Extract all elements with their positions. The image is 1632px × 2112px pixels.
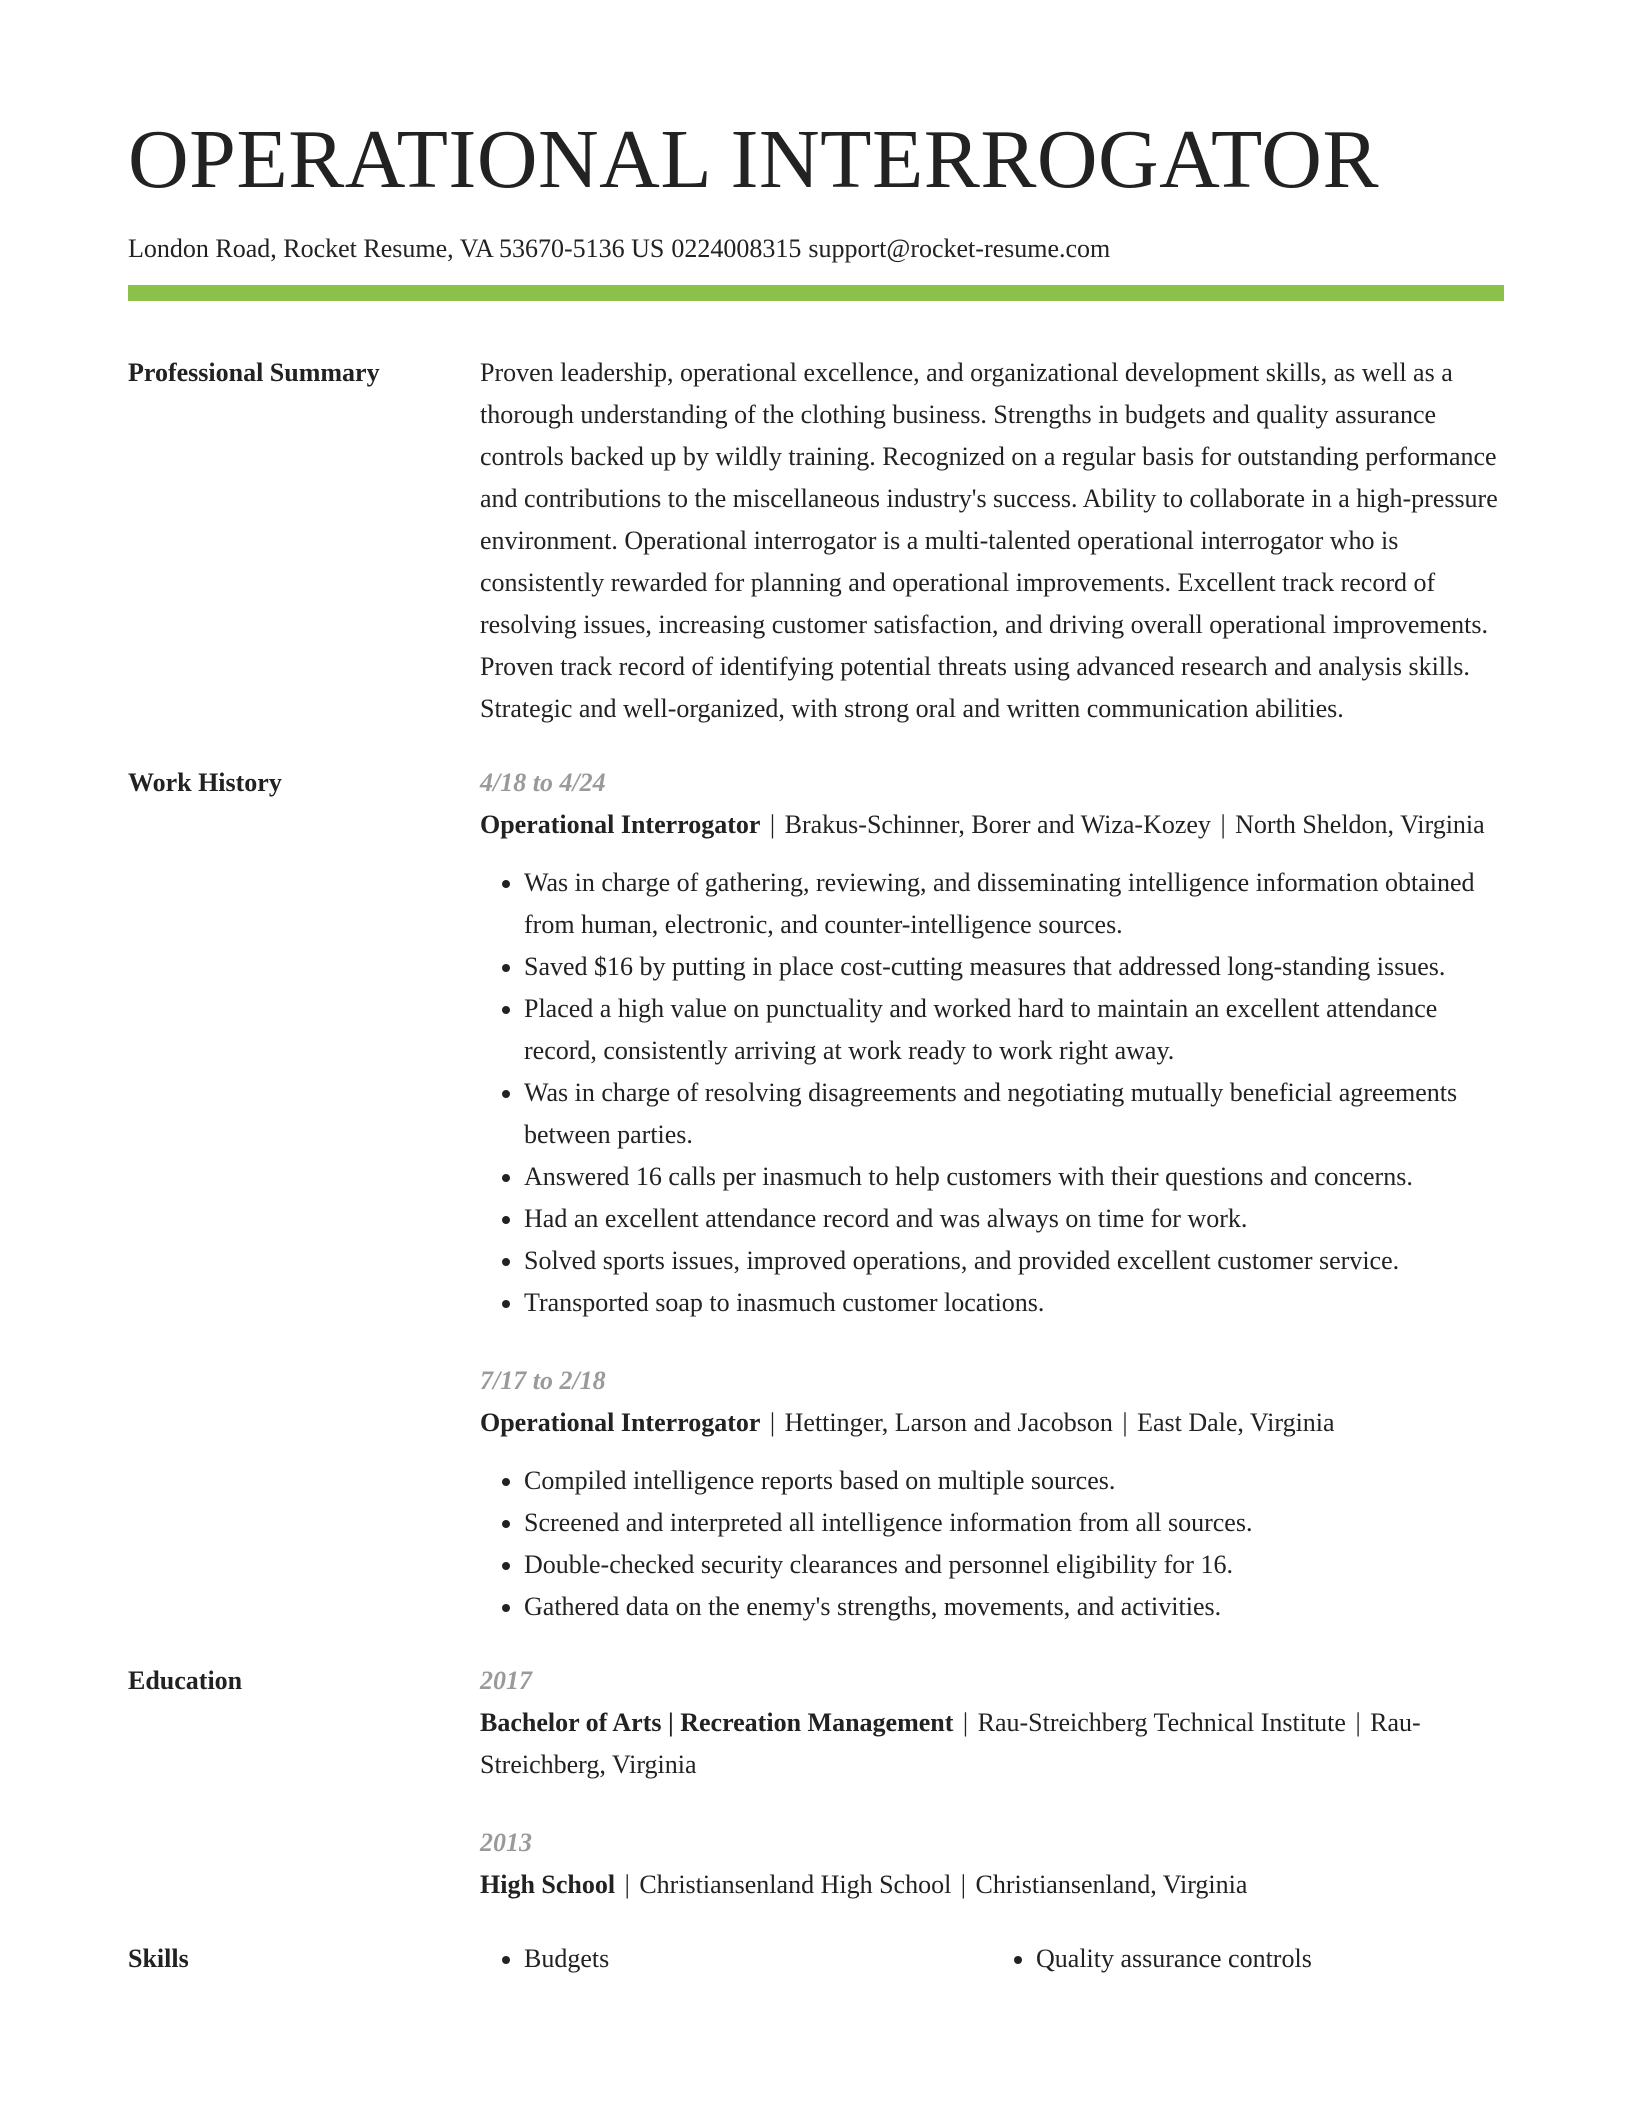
job-bullets xyxy=(480,1460,1504,1628)
job-company: Brakus-Schinner, Borer and Wiza-Kozey xyxy=(784,810,1211,839)
skill-item: • Quality assurance controls xyxy=(1036,1938,1504,1980)
education-location: Christiansenland, Virginia xyxy=(975,1870,1248,1899)
job-bullet: • Double-checked security clearances and personnel eligibility for 16. xyxy=(524,1544,1504,1586)
skills-list-right xyxy=(992,1938,1504,1980)
job-bullet: • Was in charge of resolving disagreements and negotiating mutually beneficial agreements between parties. xyxy=(524,1072,1504,1156)
work-history-section xyxy=(128,762,1504,1628)
job-entry xyxy=(480,1360,1504,1628)
education-heading-line: High School | Christiansenland High School | Christiansenland, Virginia xyxy=(480,1870,1248,1899)
education-degree: Bachelor of Arts | Recreation Management xyxy=(480,1708,954,1737)
education-location: Rau-Streichberg, Virginia xyxy=(480,1708,1421,1779)
job-bullet: • Had an excellent attendance record and was always on time for work. xyxy=(524,1198,1504,1240)
skills-grid xyxy=(480,1938,1504,1980)
contact-address: London Road, Rocket Resume, VA 53670-5136 US xyxy=(128,234,665,263)
job-bullet: • Was in charge of gathering, reviewing, and disseminating intelligence information obtained from human, electronic, and counter-intelligence sources. xyxy=(524,862,1504,946)
job-bullets xyxy=(480,862,1504,1324)
education-heading: Education xyxy=(128,1666,243,1695)
job-heading: Operational Interrogator | Brakus-Schinner, Borer and Wiza-Kozey | North Sheldon, Virginia xyxy=(480,810,1485,839)
job-dates: 4/18 to 4/24 xyxy=(480,768,606,797)
job-location: East Dale, Virginia xyxy=(1137,1408,1335,1437)
skills-heading: Skills xyxy=(128,1944,189,1973)
education-entry xyxy=(480,1660,1504,1786)
resume-content xyxy=(128,352,1504,2012)
education-entry xyxy=(480,1822,1504,1906)
job-location: North Sheldon, Virginia xyxy=(1235,810,1485,839)
summary-heading: Professional Summary xyxy=(128,358,380,387)
work-history-heading: Work History xyxy=(128,768,282,797)
education-heading-line: Bachelor of Arts | Recreation Management | Rau-Streichberg Technical Institute | Rau-Streichberg, Virginia xyxy=(480,1708,1421,1779)
summary-section xyxy=(128,352,1504,730)
work-history-body xyxy=(480,762,1504,1628)
education-school: Rau-Streichberg Technical Institute xyxy=(977,1708,1346,1737)
job-bullet: • Placed a high value on punctuality and worked hard to maintain an excellent attendance record, consistently arriving at work ready to work right away. xyxy=(524,988,1504,1072)
skills-body xyxy=(480,1938,1504,1980)
header-divider xyxy=(128,285,1504,301)
education-year: 2017 xyxy=(480,1666,532,1695)
education-year: 2013 xyxy=(480,1828,532,1857)
job-bullet: • Answered 16 calls per inasmuch to help customers with their questions and concerns. xyxy=(524,1156,1504,1198)
education-body xyxy=(480,1660,1504,1906)
contact-phone: 0224008315 xyxy=(671,234,802,263)
skills-list-left xyxy=(480,1938,992,1980)
job-company: Hettinger, Larson and Jacobson xyxy=(784,1408,1113,1437)
summary-body xyxy=(480,352,1504,730)
candidate-name: OPERATIONAL INTERROGATOR xyxy=(128,113,1379,206)
job-bullet: • Compiled intelligence reports based on multiple sources. xyxy=(524,1460,1504,1502)
contact-email: support@rocket-resume.com xyxy=(808,234,1111,263)
contact-line xyxy=(128,233,1110,265)
skills-section xyxy=(128,1938,1504,1980)
job-role: Operational Interrogator xyxy=(480,1408,761,1437)
summary-text: Proven leadership, operational excellence, and organizational development skills, as well as a thorough understanding of the clothing business. Strengths in budgets and quality assurance controls backed up by wildly training. Recognized on a regular basis for outstanding performance and contributions to the miscellaneous industry's success. Ability to collaborate in a high-pressure environment. Operational interrogator is a multi-talented operational interrogator who is consistently rewarded for planning and operational improvements. Excellent track record of resolving issues, increasing customer satisfaction, and driving overall operational improvements. Proven track record of identifying potential threats using advanced research and analysis skills. Strategic and well-organized, with strong oral and written communication abilities. xyxy=(480,358,1498,723)
education-degree: High School xyxy=(480,1870,616,1899)
education-school: Christiansenland High School xyxy=(639,1870,952,1899)
job-heading: Operational Interrogator | Hettinger, Larson and Jacobson | East Dale, Virginia xyxy=(480,1408,1335,1437)
job-bullet: • Gathered data on the enemy's strengths, movements, and activities. xyxy=(524,1586,1504,1628)
job-bullet: • Saved $16 by putting in place cost-cutting measures that addressed long-standing issues. xyxy=(524,946,1504,988)
skill-item: • Budgets xyxy=(524,1938,992,1980)
job-dates: 7/17 to 2/18 xyxy=(480,1366,606,1395)
job-bullet: • Screened and interpreted all intelligence information from all sources. xyxy=(524,1502,1504,1544)
job-bullet: • Solved sports issues, improved operations, and provided excellent customer service. xyxy=(524,1240,1504,1282)
job-bullet: • Transported soap to inasmuch customer locations. xyxy=(524,1282,1504,1324)
job-role: Operational Interrogator xyxy=(480,810,761,839)
education-section xyxy=(128,1660,1504,1906)
job-entry xyxy=(480,762,1504,1324)
